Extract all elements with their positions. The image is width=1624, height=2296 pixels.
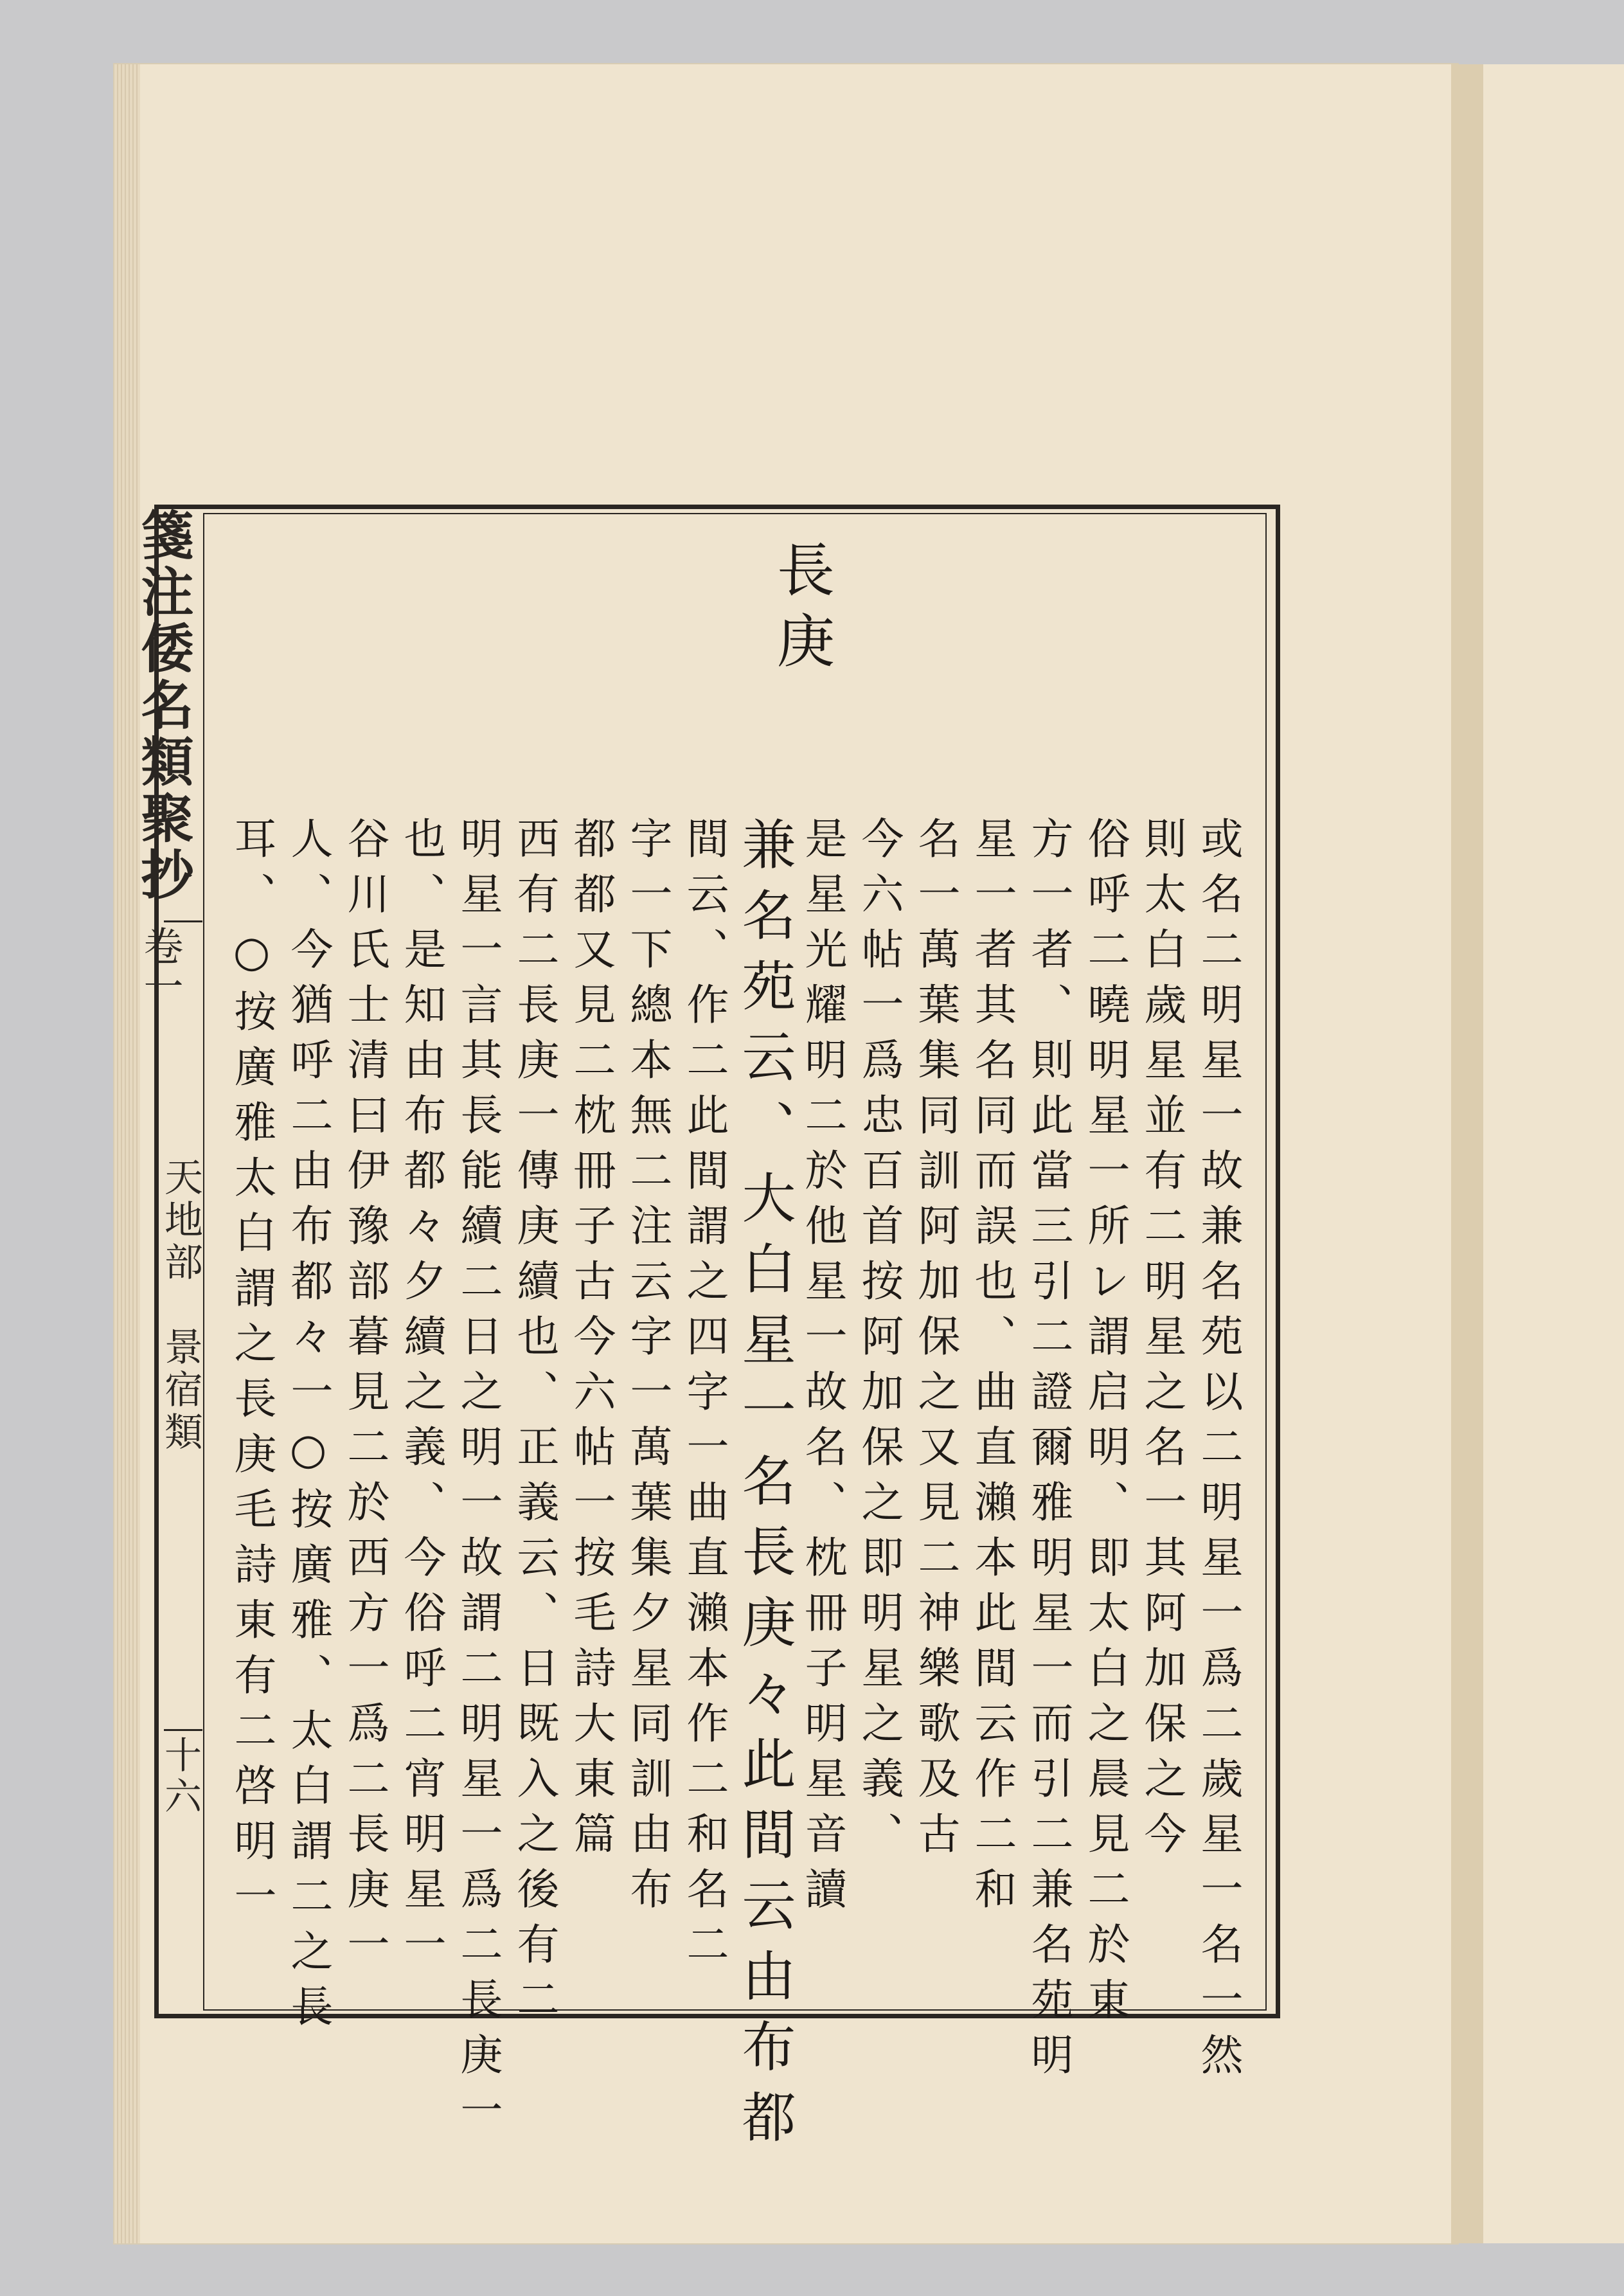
text-column: 耳、○按廣雅太白謂之長庚毛詩東有二啓明一 [227, 816, 276, 1929]
next-page [1483, 64, 1624, 2243]
section-label: 天地部 景宿類 [158, 1157, 203, 1454]
text-column: 方一者、則此當三引二證爾雅明星一而引二兼名苑明 [1024, 816, 1073, 2088]
text-column: 間云、作二此間謂之四字一曲直瀨本作二和名二 [679, 816, 729, 1977]
text-column-main: 兼名苑云、大白星一名長庚々此間云由布都 [733, 816, 796, 2160]
volume-label: 卷一 [137, 926, 184, 1005]
text-column: 名一萬葉集同訓阿加保之又見二神樂歌及古 [911, 816, 960, 1867]
text-column: 今六帖一爲忠百首按阿加保之即明星之義、 [854, 816, 904, 1867]
text-column: 俗呼二曉明星一所レ謂启明、即太白之晨見二於東 [1080, 816, 1130, 2032]
text-column: 都都又見二枕冊子古今六帖一按毛詩大東篇 [566, 816, 616, 1867]
entry-heading: 長庚 [767, 540, 834, 681]
page-edge [114, 64, 140, 2243]
text-column: 或名二明星一故兼名苑以二明星一爲二歲星一名一然 [1193, 816, 1243, 2088]
text-column: 明星一言其長能續二日之明一故謂二明星一爲二長庚一 [453, 816, 503, 2143]
margin-rule [164, 920, 202, 922]
text-column: 星一者其名同而誤也、曲直瀨本此間云作二和 [967, 816, 1017, 1922]
text-column: 是星光耀明二於他星一故名、枕冊子明星音讀 [798, 816, 847, 1922]
text-column: 西有二長庚一傳庚續也、正義云、日既入之後有二 [510, 816, 559, 2032]
text-column: 字一下總本無二注云字一萬葉集夕星同訓由布 [623, 816, 672, 1922]
text-column: 人、今猶呼二由布都々一○按廣雅、太白謂二之長 [283, 816, 333, 2040]
text-column: 谷川氏士清曰伊豫部暮見二於西方一爲二長庚一 [340, 816, 389, 1977]
book-gutter [1451, 64, 1483, 2243]
book-title: 箋注倭名類聚抄 [132, 508, 194, 904]
margin-rule [164, 1729, 202, 1731]
text-column: 也、是知由布都々夕續之義、今俗呼二宵明星一 [397, 816, 446, 1977]
text-column: 則太白歲星並有二明星之名一其阿加保之今 [1137, 816, 1186, 1867]
page-number: 十六 [158, 1735, 202, 1818]
